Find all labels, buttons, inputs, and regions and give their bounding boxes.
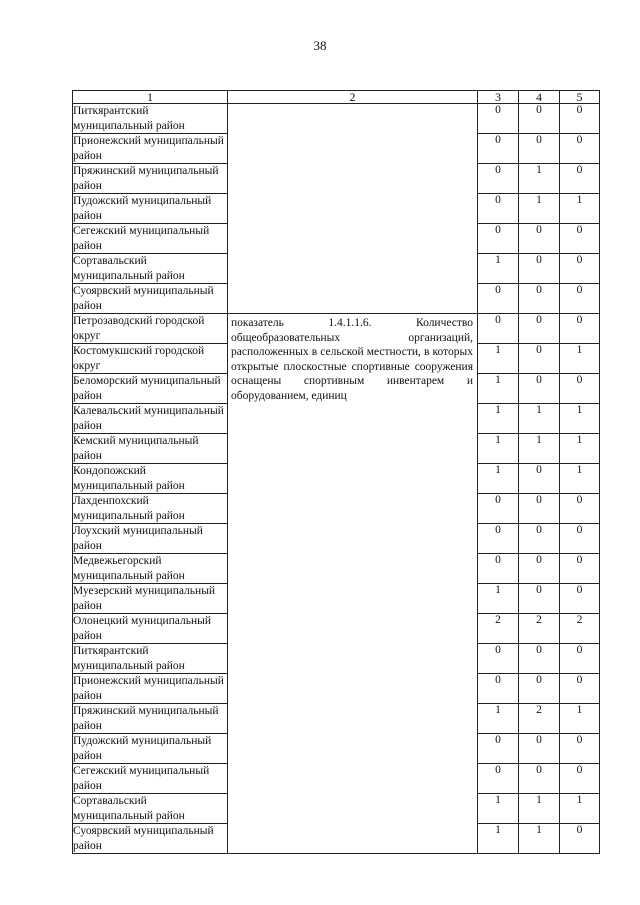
value-cell-v5: 0: [560, 164, 600, 194]
value-cell-v4: 1: [519, 194, 560, 224]
value-cell-v3: 1: [478, 254, 519, 284]
value-cell-v4: 1: [519, 404, 560, 434]
value-cell-v4: 1: [519, 164, 560, 194]
value-cell-v3: 1: [478, 404, 519, 434]
municipality-name: Пряжинский муниципальный район: [73, 704, 228, 734]
value-cell-v5: 0: [560, 104, 600, 134]
value-cell-v4: 0: [519, 374, 560, 404]
value-cell-v3: 0: [478, 644, 519, 674]
value-cell-v3: 2: [478, 614, 519, 644]
indicator-description-empty: [228, 104, 478, 314]
value-cell-v4: 0: [519, 104, 560, 134]
value-cell-v3: 0: [478, 224, 519, 254]
value-cell-v5: 0: [560, 314, 600, 344]
value-cell-v5: 1: [560, 704, 600, 734]
value-cell-v5: 0: [560, 644, 600, 674]
indicator-text: показатель 1.4.1.1.6. Количество общеобразовательных организаций, расположенных в сельской местности, в которых открытые плоскостные спортивные сооружения оснащены спортивным инвентарем и оборудованием, единиц: [231, 317, 473, 402]
page-number: 38: [313, 38, 327, 53]
value-cell-v4: 0: [519, 344, 560, 374]
value-cell-v5: 0: [560, 224, 600, 254]
municipality-name: Беломорский муниципальный район: [73, 374, 228, 404]
municipality-name: Калевальский муниципальный район: [73, 404, 228, 434]
value-cell-v3: 1: [478, 374, 519, 404]
value-cell-v5: 1: [560, 794, 600, 824]
municipality-name: Суоярвский муниципальный район: [73, 824, 228, 854]
value-cell-v4: 0: [519, 764, 560, 794]
header-col-5: 5: [560, 91, 600, 104]
value-cell-v4: 0: [519, 314, 560, 344]
municipality-name: Пудожский муниципальный район: [73, 194, 228, 224]
value-cell-v4: 0: [519, 644, 560, 674]
value-cell-v5: 0: [560, 254, 600, 284]
value-cell-v4: 0: [519, 554, 560, 584]
municipality-name: Медвежьегорский муниципальный район: [73, 554, 228, 584]
value-cell-v5: 0: [560, 524, 600, 554]
value-cell-v3: 0: [478, 284, 519, 314]
municipality-name: Лоухский муниципальный район: [73, 524, 228, 554]
municipality-name: Петрозаводский городской округ: [73, 314, 228, 344]
value-cell-v4: 1: [519, 824, 560, 854]
value-cell-v5: 0: [560, 374, 600, 404]
header-col-3: 3: [478, 91, 519, 104]
value-cell-v4: 0: [519, 134, 560, 164]
municipality-name: Олонецкий муниципальный район: [73, 614, 228, 644]
municipality-name: Прионежский муниципальный район: [73, 134, 228, 164]
header-col-2: 2: [228, 91, 478, 104]
municipality-name: Костомукшский городской округ: [73, 344, 228, 374]
value-cell-v5: 0: [560, 734, 600, 764]
value-cell-v3: 0: [478, 524, 519, 554]
municipality-name: Питкярантский муниципальный район: [73, 104, 228, 134]
value-cell-v3: 1: [478, 704, 519, 734]
value-cell-v3: 1: [478, 344, 519, 374]
value-cell-v4: 0: [519, 254, 560, 284]
value-cell-v3: 0: [478, 314, 519, 344]
value-cell-v5: 1: [560, 404, 600, 434]
value-cell-v3: 0: [478, 494, 519, 524]
value-cell-v3: 0: [478, 674, 519, 704]
value-cell-v4: 0: [519, 494, 560, 524]
municipality-name: Лахденпохский муниципальный район: [73, 494, 228, 524]
value-cell-v5: 0: [560, 764, 600, 794]
value-cell-v5: 0: [560, 584, 600, 614]
value-cell-v3: 0: [478, 734, 519, 764]
municipality-name: Суоярвский муниципальный район: [73, 284, 228, 314]
value-cell-v3: 0: [478, 134, 519, 164]
value-cell-v3: 1: [478, 464, 519, 494]
value-cell-v3: 0: [478, 764, 519, 794]
data-table: [72, 90, 600, 854]
value-cell-v5: 1: [560, 194, 600, 224]
value-cell-v4: 0: [519, 734, 560, 764]
header-row: [73, 91, 600, 104]
municipality-name: Сортавальский муниципальный район: [73, 794, 228, 824]
value-cell-v3: 0: [478, 554, 519, 584]
value-cell-v4: 0: [519, 224, 560, 254]
table-row: [73, 104, 600, 134]
value-cell-v5: 2: [560, 614, 600, 644]
municipality-name: Кемский муниципальный район: [73, 434, 228, 464]
table-row: [73, 314, 600, 344]
value-cell-v3: 0: [478, 164, 519, 194]
value-cell-v4: 0: [519, 584, 560, 614]
value-cell-v4: 1: [519, 434, 560, 464]
value-cell-v3: 1: [478, 824, 519, 854]
municipality-name: Пряжинский муниципальный район: [73, 164, 228, 194]
value-cell-v5: 0: [560, 824, 600, 854]
header-col-4: 4: [519, 91, 560, 104]
value-cell-v4: 1: [519, 794, 560, 824]
value-cell-v5: 1: [560, 434, 600, 464]
value-cell-v4: 0: [519, 284, 560, 314]
value-cell-v5: 0: [560, 284, 600, 314]
indicator-description: [228, 314, 478, 854]
value-cell-v3: 0: [478, 194, 519, 224]
value-cell-v3: 1: [478, 434, 519, 464]
municipality-name: Сортавальский муниципальный район: [73, 254, 228, 284]
municipality-name: Кондопожский муниципальный район: [73, 464, 228, 494]
municipality-name: Сегежский муниципальный район: [73, 224, 228, 254]
header-col-1: 1: [73, 91, 228, 104]
value-cell-v4: 0: [519, 464, 560, 494]
value-cell-v5: 0: [560, 674, 600, 704]
value-cell-v5: 0: [560, 134, 600, 164]
value-cell-v4: 0: [519, 524, 560, 554]
value-cell-v5: 1: [560, 464, 600, 494]
value-cell-v4: 2: [519, 704, 560, 734]
value-cell-v5: 0: [560, 554, 600, 584]
value-cell-v5: 0: [560, 494, 600, 524]
municipality-name: Питкярантский муниципальный район: [73, 644, 228, 674]
value-cell-v3: 1: [478, 584, 519, 614]
value-cell-v5: 1: [560, 344, 600, 374]
municipality-name: Сегежский муниципальный район: [73, 764, 228, 794]
municipality-name: Пудожский муниципальный район: [73, 734, 228, 764]
municipality-name: Муезерский муниципальный район: [73, 584, 228, 614]
value-cell-v4: 2: [519, 614, 560, 644]
value-cell-v3: 1: [478, 794, 519, 824]
municipality-name: Прионежский муниципальный район: [73, 674, 228, 704]
value-cell-v3: 0: [478, 104, 519, 134]
value-cell-v4: 0: [519, 674, 560, 704]
